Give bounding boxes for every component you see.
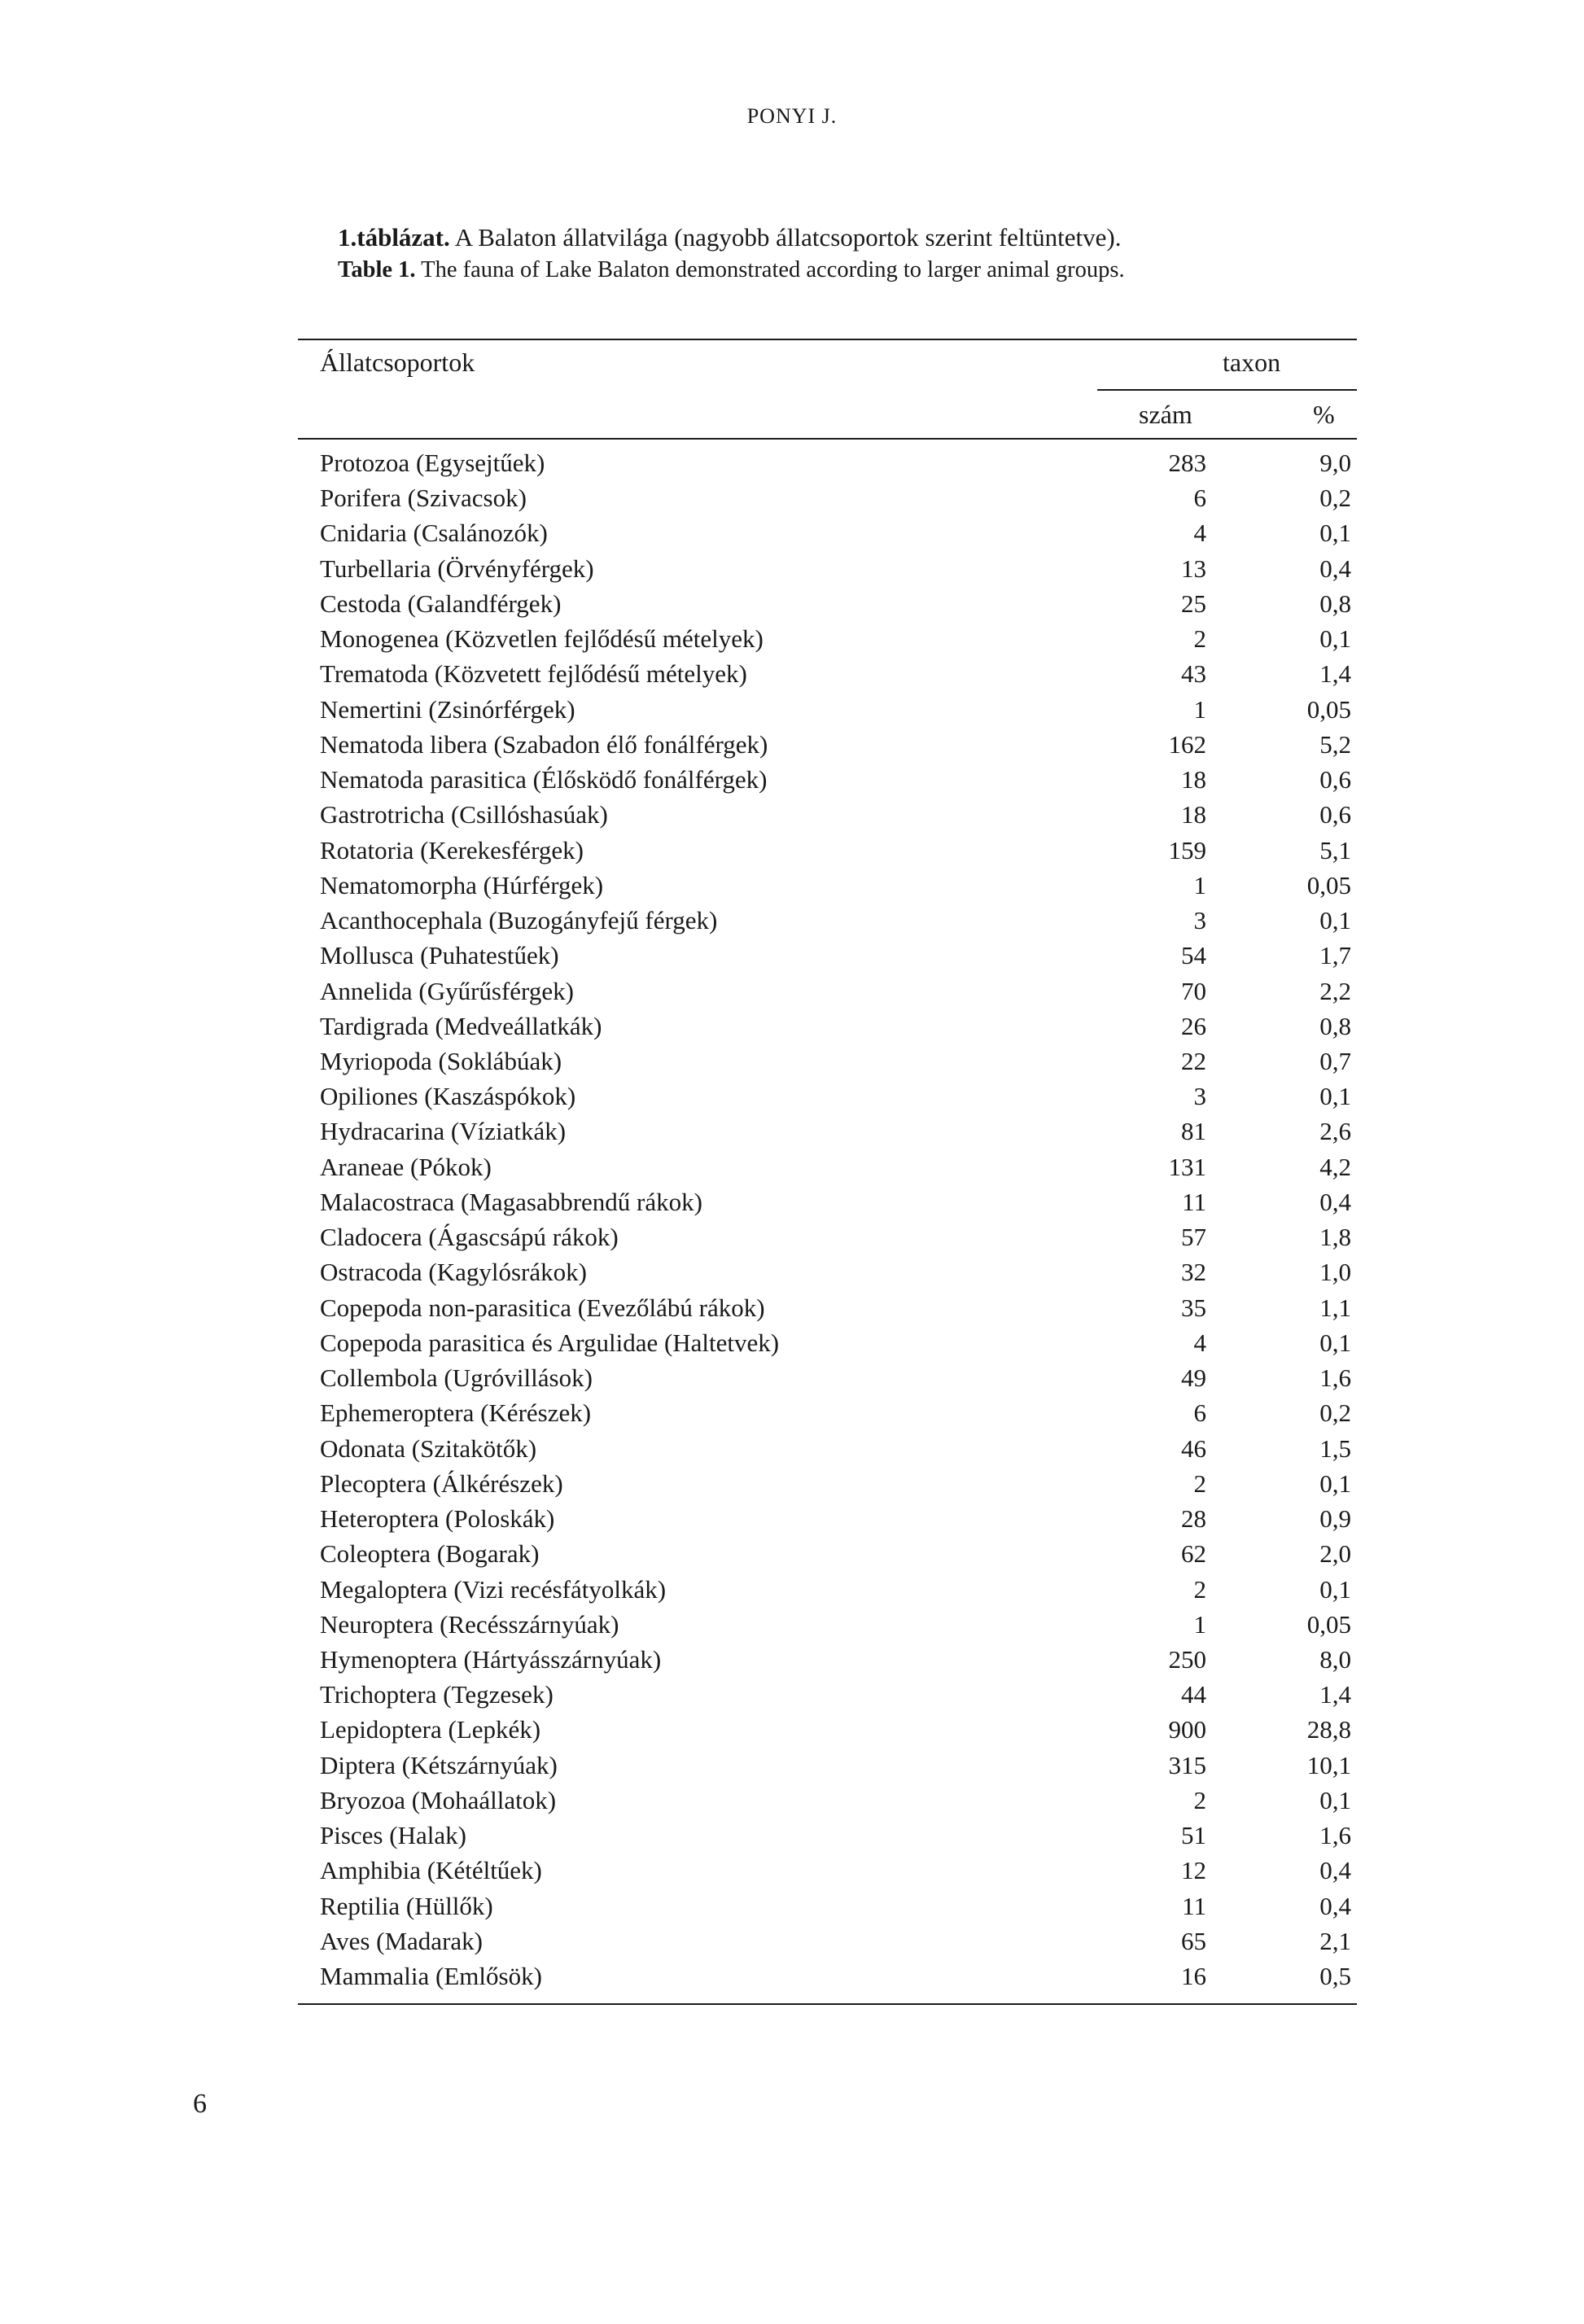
table-row bbox=[298, 1149, 1357, 1184]
caption-label-english: Table 1. bbox=[338, 257, 416, 282]
row-count: 4 bbox=[1193, 519, 1206, 548]
table-row bbox=[298, 1184, 1357, 1219]
row-percent: 0,1 bbox=[1319, 624, 1351, 654]
row-group-name: Aves (Madarak) bbox=[320, 1926, 483, 1955]
row-group-name: Gastrotricha (Csillóshasúak) bbox=[320, 800, 608, 829]
row-group-name: Odonata (Szitakötők) bbox=[320, 1433, 537, 1463]
row-group-name: Nematomorpha (Húrférgek) bbox=[320, 870, 604, 899]
page-number: 6 bbox=[193, 2089, 207, 2119]
row-count: 162 bbox=[1168, 729, 1206, 759]
row-group-name: Amphibia (Kétéltűek) bbox=[320, 1856, 542, 1885]
table-row bbox=[298, 1466, 1357, 1501]
table-row bbox=[298, 586, 1357, 621]
row-percent: 0,5 bbox=[1319, 1962, 1351, 1991]
table-row bbox=[298, 1009, 1357, 1044]
row-count: 283 bbox=[1168, 449, 1206, 477]
row-percent: 2,1 bbox=[1319, 1926, 1351, 1955]
column-header-taxon: taxon bbox=[1223, 348, 1281, 377]
row-count: 2 bbox=[1193, 1468, 1206, 1498]
column-header-percent: % bbox=[1313, 400, 1335, 429]
row-percent: 28,8 bbox=[1306, 1715, 1351, 1744]
row-percent: 1,4 bbox=[1319, 659, 1351, 689]
table-row bbox=[298, 1924, 1357, 1959]
row-group-name: Megaloptera (Vizi recésfátyolkák) bbox=[320, 1574, 667, 1604]
table-row bbox=[298, 903, 1357, 938]
row-percent: 0,1 bbox=[1319, 1785, 1351, 1814]
table-row bbox=[298, 833, 1357, 868]
table-row bbox=[298, 1536, 1357, 1571]
row-count: 6 bbox=[1193, 484, 1206, 513]
caption-text-hungarian: A Balaton állatvilága (nagyobb állatcsoportok szerint feltüntetve). bbox=[449, 223, 1122, 252]
table-row bbox=[298, 1114, 1357, 1149]
row-count: 2 bbox=[1193, 1574, 1206, 1604]
row-group-name: Cestoda (Galandférgek) bbox=[320, 589, 562, 618]
row-count: 159 bbox=[1168, 835, 1206, 864]
row-group-name: Rotatoria (Kerekesférgek) bbox=[320, 835, 584, 864]
taxon-subheader-rule bbox=[1097, 389, 1357, 391]
row-count: 81 bbox=[1181, 1117, 1206, 1146]
row-count: 49 bbox=[1181, 1363, 1206, 1393]
row-group-name: Plecoptera (Álkérészek) bbox=[320, 1468, 563, 1498]
row-percent: 0,1 bbox=[1319, 1082, 1351, 1111]
row-percent: 0,2 bbox=[1319, 1398, 1351, 1428]
row-group-name: Collembola (Ugróvillások) bbox=[320, 1363, 593, 1393]
row-group-name: Pisces (Halak) bbox=[320, 1821, 466, 1850]
table-row bbox=[298, 551, 1357, 586]
row-count: 2 bbox=[1193, 624, 1206, 654]
row-group-name: Hymenoptera (Hártyásszárnyúak) bbox=[320, 1644, 662, 1674]
table-row bbox=[298, 621, 1357, 656]
row-group-name: Heteroptera (Poloskák) bbox=[320, 1504, 555, 1534]
table-row bbox=[298, 1677, 1357, 1712]
row-count: 3 bbox=[1193, 1082, 1206, 1111]
row-percent: 0,6 bbox=[1319, 765, 1351, 794]
row-count: 1 bbox=[1193, 694, 1206, 724]
table-row bbox=[298, 656, 1357, 691]
table-row bbox=[298, 1501, 1357, 1536]
row-group-name: Copepoda non-parasitica (Evezőlábú rákok) bbox=[320, 1293, 765, 1322]
table-row bbox=[298, 1395, 1357, 1430]
row-group-name: Protozoa (Egysejtűek) bbox=[320, 449, 545, 477]
table-row bbox=[298, 1254, 1357, 1289]
row-group-name: Lepidoptera (Lepkék) bbox=[320, 1715, 541, 1744]
row-percent: 0,4 bbox=[1319, 1187, 1351, 1216]
table-row bbox=[298, 974, 1357, 1009]
row-percent: 2,2 bbox=[1319, 976, 1351, 1005]
table-row bbox=[298, 1290, 1357, 1325]
table-header-rule bbox=[298, 438, 1357, 440]
row-group-name: Diptera (Kétszárnyúak) bbox=[320, 1750, 558, 1779]
row-percent: 0,7 bbox=[1319, 1046, 1351, 1075]
row-group-name: Turbellaria (Örvényférgek) bbox=[320, 554, 594, 583]
row-count: 57 bbox=[1181, 1223, 1206, 1252]
row-group-name: Nemertini (Zsinórférgek) bbox=[320, 694, 575, 724]
table-row bbox=[298, 1889, 1357, 1924]
row-count: 3 bbox=[1193, 906, 1206, 935]
row-group-name: Mollusca (Puhatestűek) bbox=[320, 941, 559, 970]
row-percent: 2,6 bbox=[1319, 1117, 1351, 1146]
row-count: 54 bbox=[1181, 941, 1206, 970]
row-count: 65 bbox=[1181, 1926, 1206, 1955]
row-percent: 0,05 bbox=[1306, 870, 1351, 899]
row-percent: 1,8 bbox=[1319, 1223, 1351, 1252]
row-group-name: Nematoda parasitica (Élősködő fonálférgek) bbox=[320, 765, 768, 794]
table-row bbox=[298, 727, 1357, 762]
row-percent: 0,05 bbox=[1306, 694, 1351, 724]
row-count: 4 bbox=[1193, 1328, 1206, 1357]
row-percent: 0,8 bbox=[1319, 1011, 1351, 1040]
row-count: 18 bbox=[1181, 765, 1206, 794]
table-row bbox=[298, 1607, 1357, 1642]
row-count: 2 bbox=[1193, 1785, 1206, 1814]
row-group-name: Nematoda libera (Szabadon élő fonálférgek) bbox=[320, 729, 768, 759]
row-count: 13 bbox=[1181, 554, 1206, 583]
row-group-name: Malacostraca (Magasabbrendű rákok) bbox=[320, 1187, 702, 1216]
table-row bbox=[298, 762, 1357, 797]
row-percent: 0,4 bbox=[1319, 1856, 1351, 1885]
row-count: 62 bbox=[1181, 1539, 1206, 1569]
table-row bbox=[298, 1959, 1357, 1994]
row-count: 250 bbox=[1168, 1644, 1206, 1674]
table-row bbox=[298, 515, 1357, 550]
caption-text-english: The fauna of Lake Balaton demonstrated according to larger animal groups. bbox=[415, 257, 1125, 282]
row-count: 25 bbox=[1181, 589, 1206, 618]
row-percent: 0,1 bbox=[1319, 906, 1351, 935]
table-row bbox=[298, 1642, 1357, 1677]
row-group-name: Myriopoda (Soklábúak) bbox=[320, 1046, 562, 1075]
row-count: 900 bbox=[1168, 1715, 1206, 1744]
row-percent: 0,1 bbox=[1319, 1328, 1351, 1357]
table-row bbox=[298, 1079, 1357, 1114]
row-count: 1 bbox=[1193, 1609, 1206, 1639]
table-row bbox=[298, 797, 1357, 832]
row-count: 6 bbox=[1193, 1398, 1206, 1428]
table-row bbox=[298, 1712, 1357, 1747]
table-row bbox=[298, 1044, 1357, 1079]
row-count: 28 bbox=[1181, 1504, 1206, 1534]
row-count: 315 bbox=[1168, 1750, 1206, 1779]
row-count: 26 bbox=[1181, 1011, 1206, 1040]
row-group-name: Trematoda (Közvetett fejlődésű mételyek) bbox=[320, 659, 747, 689]
row-percent: 0,1 bbox=[1319, 1468, 1351, 1498]
row-group-name: Bryozoa (Mohaállatok) bbox=[320, 1785, 557, 1814]
table-caption-english bbox=[338, 254, 1396, 287]
row-count: 18 bbox=[1181, 800, 1206, 829]
table-row bbox=[298, 1572, 1357, 1607]
table-row bbox=[298, 692, 1357, 727]
row-group-name: Copepoda parasitica és Argulidae (Haltetvek) bbox=[320, 1328, 780, 1357]
row-group-name: Opiliones (Kaszáspókok) bbox=[320, 1082, 576, 1111]
table-row bbox=[298, 1818, 1357, 1853]
row-percent: 0,4 bbox=[1319, 1891, 1351, 1920]
row-percent: 0,1 bbox=[1319, 519, 1351, 548]
table-top-rule bbox=[298, 339, 1357, 340]
row-count: 16 bbox=[1181, 1962, 1206, 1991]
row-count: 46 bbox=[1181, 1433, 1206, 1463]
table-row bbox=[298, 445, 1357, 480]
row-group-name: Porifera (Szivacsok) bbox=[320, 484, 527, 513]
row-percent: 5,2 bbox=[1319, 729, 1351, 759]
row-percent: 1,6 bbox=[1319, 1821, 1351, 1850]
table-row bbox=[298, 1431, 1357, 1466]
row-percent: 0,2 bbox=[1319, 484, 1351, 513]
table-row bbox=[298, 1853, 1357, 1888]
running-head: PONYI J. bbox=[746, 104, 838, 128]
row-count: 1 bbox=[1193, 870, 1206, 899]
row-count: 11 bbox=[1182, 1891, 1206, 1920]
table-row bbox=[298, 1783, 1357, 1818]
row-percent: 1,7 bbox=[1319, 941, 1351, 970]
table-row bbox=[298, 1219, 1357, 1254]
row-group-name: Acanthocephala (Buzogányfejű férgek) bbox=[320, 906, 718, 935]
row-percent: 0,4 bbox=[1319, 554, 1351, 583]
table-row bbox=[298, 1360, 1357, 1395]
table-row bbox=[298, 1325, 1357, 1360]
row-count: 44 bbox=[1181, 1680, 1206, 1709]
row-percent: 0,05 bbox=[1306, 1609, 1351, 1639]
row-group-name: Ostracoda (Kagylósrákok) bbox=[320, 1258, 587, 1287]
row-percent: 4,2 bbox=[1319, 1152, 1351, 1181]
row-percent: 0,6 bbox=[1319, 800, 1351, 829]
row-group-name: Tardigrada (Medveállatkák) bbox=[320, 1011, 602, 1040]
row-percent: 10,1 bbox=[1306, 1750, 1351, 1779]
row-percent: 1,6 bbox=[1319, 1363, 1351, 1393]
row-group-name: Coleoptera (Bogarak) bbox=[320, 1539, 540, 1569]
row-group-name: Monogenea (Közvetlen fejlődésű mételyek) bbox=[320, 624, 764, 654]
row-percent: 8,0 bbox=[1319, 1644, 1351, 1674]
column-header-group: Állatcsoportok bbox=[320, 348, 475, 377]
table-caption-hungarian bbox=[338, 221, 1396, 254]
column-header-count: szám bbox=[1139, 400, 1192, 429]
row-count: 70 bbox=[1181, 976, 1206, 1005]
row-group-name: Annelida (Gyűrűsférgek) bbox=[320, 976, 574, 1005]
row-count: 12 bbox=[1181, 1856, 1206, 1885]
row-percent: 2,0 bbox=[1319, 1539, 1351, 1569]
row-count: 11 bbox=[1182, 1187, 1206, 1216]
row-group-name: Mammalia (Emlősök) bbox=[320, 1962, 542, 1991]
table-row bbox=[298, 868, 1357, 903]
row-percent: 0,9 bbox=[1319, 1504, 1351, 1534]
table-row bbox=[298, 480, 1357, 515]
row-group-name: Cnidaria (Csalánozók) bbox=[320, 519, 548, 548]
row-percent: 1,5 bbox=[1319, 1433, 1351, 1463]
table-row bbox=[298, 1748, 1357, 1783]
table-bottom-rule bbox=[298, 2003, 1357, 2005]
row-group-name: Cladocera (Ágascsápú rákok) bbox=[320, 1223, 619, 1252]
row-count: 51 bbox=[1181, 1821, 1206, 1850]
row-group-name: Araneae (Pókok) bbox=[320, 1152, 492, 1181]
row-percent: 9,0 bbox=[1319, 449, 1351, 477]
row-percent: 1,1 bbox=[1319, 1293, 1351, 1322]
row-count: 43 bbox=[1181, 659, 1206, 689]
row-count: 32 bbox=[1181, 1258, 1206, 1287]
row-group-name: Trichoptera (Tegzesek) bbox=[320, 1680, 554, 1709]
caption-label-hungarian: 1.táblázat. bbox=[338, 223, 450, 252]
row-group-name: Hydracarina (Víziatkák) bbox=[320, 1117, 567, 1146]
row-count: 131 bbox=[1168, 1152, 1206, 1181]
row-count: 22 bbox=[1181, 1046, 1206, 1075]
row-percent: 1,4 bbox=[1319, 1680, 1351, 1709]
row-group-name: Neuroptera (Recésszárnyúak) bbox=[320, 1609, 619, 1639]
row-percent: 5,1 bbox=[1319, 835, 1351, 864]
table-row bbox=[298, 938, 1357, 973]
row-percent: 0,8 bbox=[1319, 589, 1351, 618]
table-body bbox=[298, 445, 1357, 1994]
row-group-name: Reptilia (Hüllők) bbox=[320, 1891, 493, 1920]
row-percent: 0,1 bbox=[1319, 1574, 1351, 1604]
row-count: 35 bbox=[1181, 1293, 1206, 1322]
row-group-name: Ephemeroptera (Kérészek) bbox=[320, 1398, 592, 1428]
row-percent: 1,0 bbox=[1319, 1258, 1351, 1287]
